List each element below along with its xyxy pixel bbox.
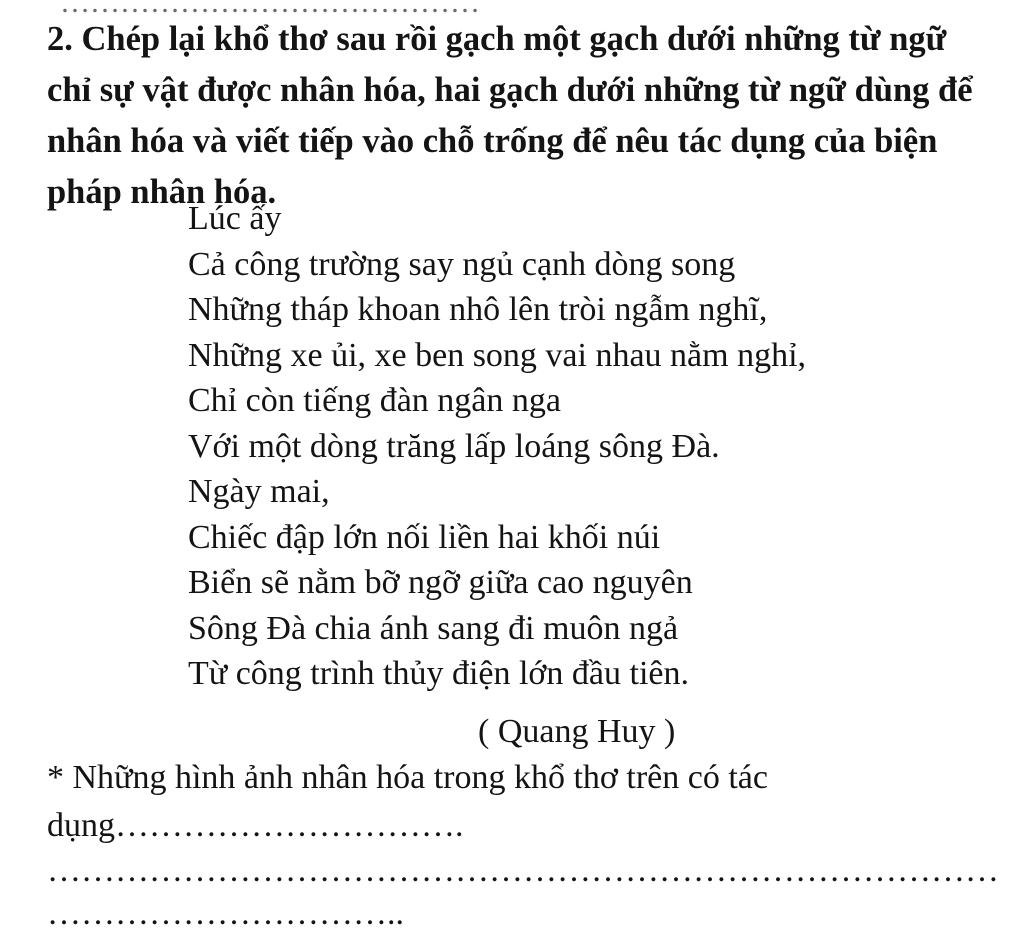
poem-line: Biển sẽ nằm bỡ ngỡ giữa cao nguyên bbox=[188, 564, 693, 601]
effect-prompt: * Những hình ảnh nhân hóa trong khổ thơ trên có tác bbox=[47, 759, 768, 796]
poem-line: Những tháp khoan nhô lên tròi ngẫm nghĩ, bbox=[188, 291, 768, 328]
poem-line: Từ công trình thủy điện lớn đầu tiên. bbox=[188, 655, 689, 692]
poem-author: ( Quang Huy ) bbox=[478, 713, 676, 750]
poem-line: Sông Đà chia ánh sang đi muôn ngả bbox=[188, 609, 679, 647]
poem-block bbox=[188, 196, 988, 697]
question-text: 2. Chép lại khổ thơ sau rồi gạch một gạch dưới những từ ngữ chỉ sự vật được nhân hóa, hai gạch dưới những từ ngữ dùng để nhân hóa và viết tiếp vào chỗ trống để nêu tác dụng của biện pháp nhân hóa. bbox=[47, 20, 973, 211]
answer-line-2[interactable]: ………………………………………………………………………… bbox=[47, 852, 999, 889]
poem-line: Cả công trường say ngủ cạnh dòng song bbox=[188, 245, 736, 283]
poem-line: Ngày mai, bbox=[188, 473, 330, 510]
poem-line: Với một dòng trăng lấp loáng sông Đà. bbox=[188, 427, 720, 465]
poem-line: Chiếc đập lớn nối liền hai khối núi bbox=[188, 518, 661, 556]
cut-off-top-text: …………………………………… bbox=[60, 0, 480, 19]
answer-line-1[interactable]: dụng…………………………. bbox=[47, 807, 464, 844]
answer-line-3[interactable]: ………………………….. bbox=[47, 895, 404, 932]
poem-line: Chỉ còn tiếng đàn ngân nga bbox=[188, 382, 561, 419]
poem-line: Lúc ấy bbox=[188, 200, 282, 237]
poem-line: Những xe ủi, xe ben song vai nhau nằm nghỉ, bbox=[188, 336, 807, 374]
